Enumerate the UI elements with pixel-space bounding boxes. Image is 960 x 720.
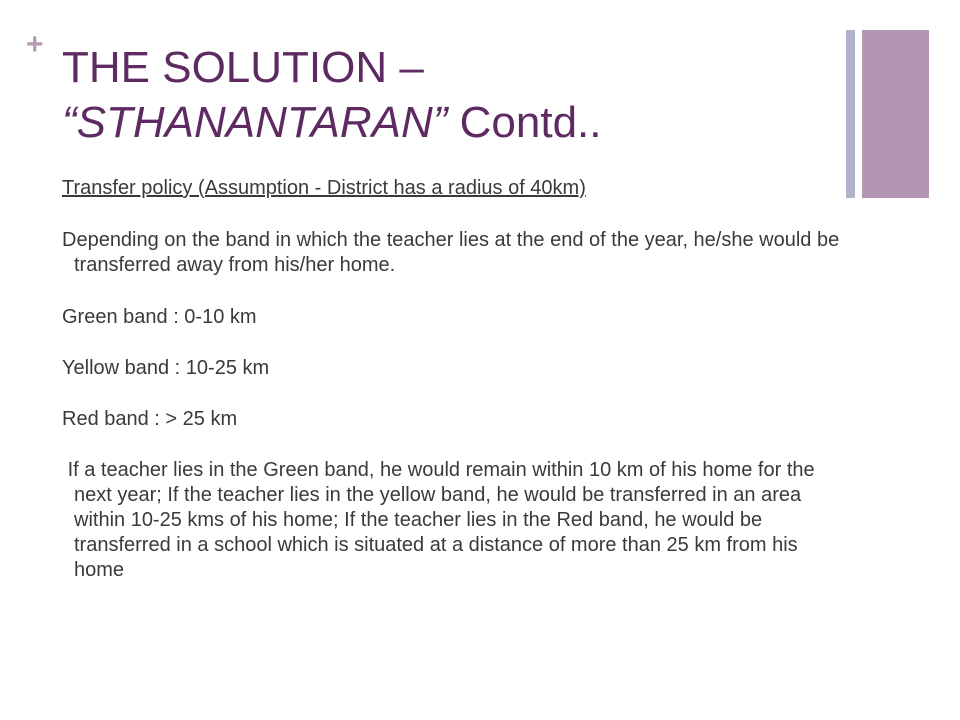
explanation-paragraph: If a teacher lies in the Green band, he would remain within 10 km of his home for the next year; If the teacher lies in the yellow band, he would be transferred in an area within 10-25 kms of his home; If the teacher lies in the Red band, he would be transferred in a school which is situated at a distance of more than 25 km from his home: [62, 459, 821, 581]
red-band-line: Red band : > 25 km: [62, 408, 238, 430]
slide-title: [62, 40, 822, 150]
title-line1: THE SOLUTION –: [62, 43, 424, 92]
decorative-bar-thin: [846, 30, 855, 198]
decorative-bar-thick: [862, 30, 929, 198]
policy-heading: Transfer policy (Assumption - District has a radius of 40km): [62, 177, 586, 199]
slide-body: [62, 176, 852, 610]
title-tail: Contd..: [447, 98, 602, 147]
green-band-line: Green band : 0-10 km: [62, 306, 257, 328]
intro-paragraph: Depending on the band in which the teacher lies at the end of the year, he/she would be transferred away from his/her home.: [62, 229, 840, 276]
yellow-band-line: Yellow band : 10-25 km: [62, 357, 270, 379]
title-italic: “STHANANTARAN”: [62, 98, 448, 147]
plus-icon: +: [26, 28, 44, 61]
